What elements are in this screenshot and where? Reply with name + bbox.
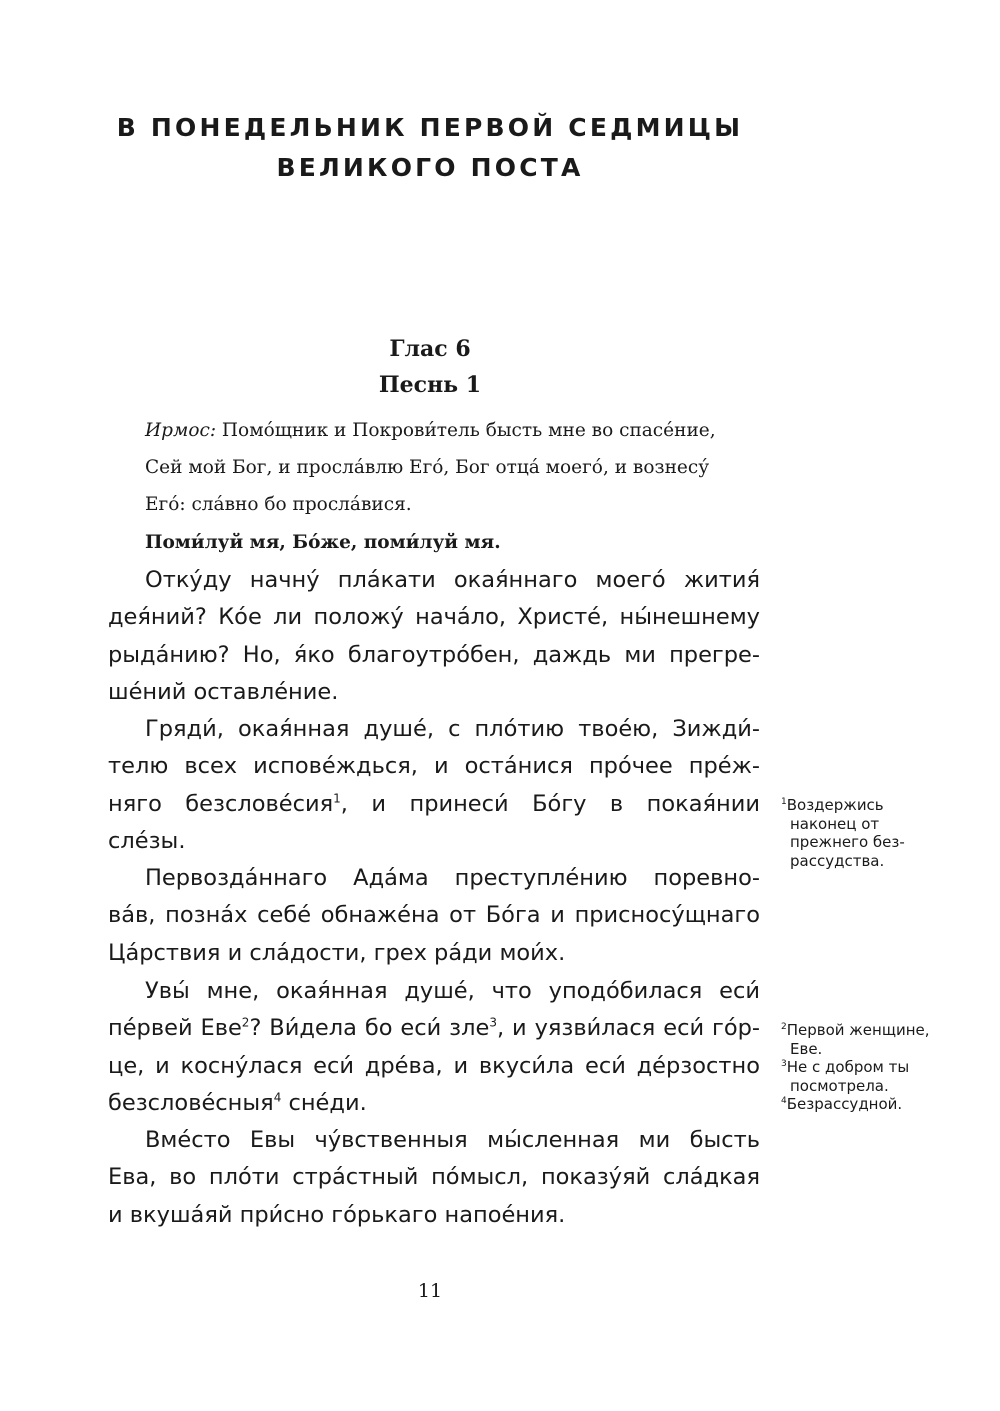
- text-line: дея́ний? Ко́е ли положу́ нача́ло, Христе́, ны́нешнему: [108, 604, 760, 631]
- page-title-line-2: ВЕЛИКОГО ПОСТА: [276, 153, 584, 182]
- text-line: няго безслове́сия$^1$, и принеси́ Бо́гу в покая́нии: [108, 790, 760, 817]
- troparion-4: [108, 973, 760, 1122]
- footnote-2: $^2$Первой женщине, Еве.: [781, 1021, 930, 1058]
- irmos-line-1: Ирмос: Помо́щник и Покрови́тель бысть мне во спасе́ние,: [145, 420, 716, 441]
- footnote-number: 4: [781, 1096, 787, 1106]
- text-line: Увы́ мне, окая́нная душе́, что уподо́билася еси́: [145, 978, 760, 1004]
- footnote-number: 3: [781, 1059, 787, 1069]
- footnote-ref-2: 2: [241, 1015, 250, 1030]
- footnote-1: $^1$Воздержись наконец от прежнего без- рассудства.: [781, 796, 905, 870]
- text-line: Первозда́ннаго Ада́ма преступле́нию поревно-: [145, 865, 760, 891]
- text-line: Гряди́, окая́нная душе́, с пло́тию твое́ю, Зижди́-: [145, 716, 760, 742]
- text-line: рыда́нию? Но, я́ко благоутро́бен, даждь ми прегре-: [108, 641, 760, 668]
- footnote-number: 1: [781, 797, 787, 807]
- footnote-ref-3: 3: [489, 1015, 497, 1030]
- page-number: 11: [417, 1280, 443, 1302]
- text-line: Ева, во пло́ти стра́стный по́мысл, показу́яй сла́дкая: [108, 1164, 760, 1191]
- text-line: ва́в, позна́х себе́ обнаже́на от Бо́га и присносу́щнаго: [108, 902, 760, 929]
- irmos-line-2: Сей мой Бог, и просла́влю Его́, Бог отца́ моего́, и вознесу́: [145, 457, 710, 478]
- text-line: и вкуша́яй при́сно го́рькаго напое́ния.: [108, 1201, 566, 1228]
- text-line: безслове́сныя$^4$ сне́ди.: [108, 1089, 367, 1116]
- footnote-3: $^3$Не с добром ты посмотрела.: [781, 1058, 910, 1095]
- text-line: сле́зы.: [108, 827, 186, 854]
- irmos-block: [145, 412, 765, 523]
- footnote-number: 2: [781, 1022, 787, 1032]
- irmos-label: Ирмос:: [145, 420, 217, 441]
- text-line: це, и косну́лася еси́ дре́ва, и вкуси́ла еси́ де́рзостно: [108, 1052, 760, 1079]
- troparion-1: [108, 562, 760, 711]
- text-line: телю всех испове́ждься, и оста́нися про́чее пре́ж-: [108, 753, 760, 780]
- irmos-line-3: Его́: сла́вно бо просла́вися.: [145, 494, 412, 515]
- footnote-ref-4: 4: [273, 1090, 282, 1105]
- text-line: Вме́сто Евы чу́вственныя мы́сленная ми бысть: [145, 1127, 760, 1153]
- troparion-3: [108, 860, 760, 972]
- footnote-4: $^4$Безрассудной.: [781, 1095, 903, 1113]
- footnote-ref-1: 1: [333, 791, 341, 806]
- text-line: пе́рвей Еве$^2$? Ви́дела бо еси́ зле$^3$, и уязви́лася еси́ го́р-: [108, 1015, 760, 1042]
- pesn-heading: Песнь 1: [378, 372, 482, 398]
- text-line: Отку́ду начну́ пла́кати окая́ннаго моего́ жития́: [145, 567, 760, 593]
- page-title-line-1: В ПОНЕДЕЛЬНИК ПЕРВОЙ СЕДМИЦЫ: [116, 113, 744, 142]
- refrain: Поми́луй мя, Бо́же, поми́луй мя.: [145, 532, 501, 553]
- glas-heading: Глас 6: [389, 336, 471, 362]
- troparion-5: [108, 1122, 760, 1234]
- troparion-2: [108, 711, 760, 860]
- text-line: ше́ний оставле́ние.: [108, 678, 339, 705]
- text-line: Ца́рствия и сла́дости, грех ра́ди мои́х.: [108, 939, 566, 966]
